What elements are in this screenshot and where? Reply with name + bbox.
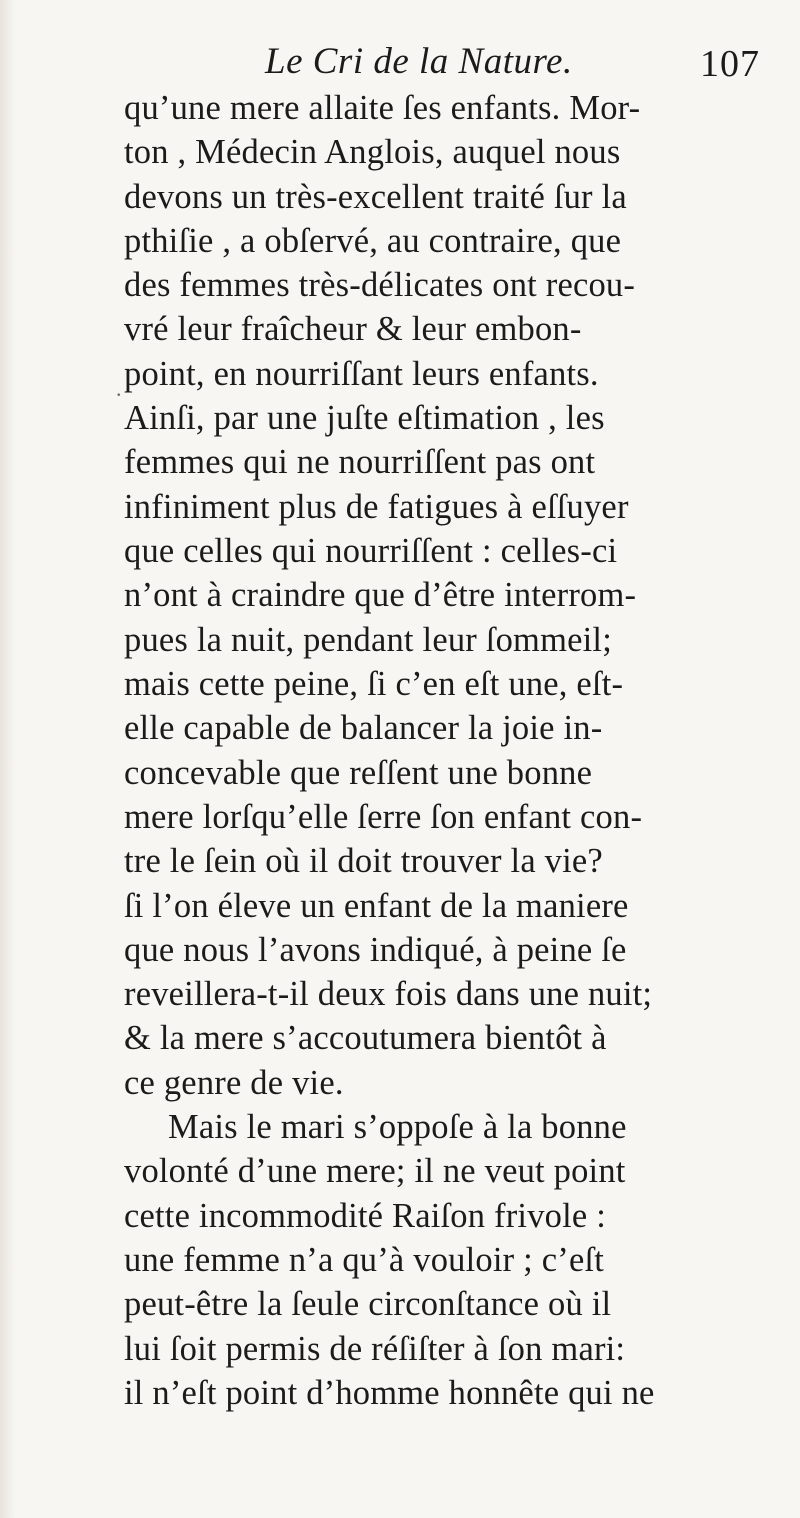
text-line: tre le ſein où il doit trouver la vie?	[124, 842, 603, 880]
text-line: ton , Médecin Anglois, auquel nous	[124, 133, 621, 171]
text-line: reveillera-t-il deux fois dans une nuit;	[124, 975, 653, 1013]
margin-mark: .	[116, 376, 122, 401]
text-line: Ainſi, par une juſte eſtimation , les	[124, 399, 605, 437]
text-line: pues la nuit, pendant leur ſommeil;	[124, 621, 612, 659]
text-line: une femme n’a qu’à vouloir ; c’eſt	[124, 1241, 605, 1279]
text-line: peut-être la ſeule circonſtance où il	[124, 1285, 612, 1323]
text-line: que nous l’avons indiqué, à peine ſe	[124, 931, 627, 969]
text-line: ce genre de vie.	[124, 1064, 344, 1102]
text-line: concevable que reſſent une bonne	[124, 754, 593, 792]
text-line: point, en nourriſſant leurs enfants.	[124, 355, 599, 393]
text-line: il n’eſt point d’homme honnête qui ne	[124, 1374, 655, 1412]
text-line: Mais le mari s’oppoſe à la bonne	[168, 1108, 627, 1146]
page-number: 107	[700, 43, 760, 85]
text-line: elle capable de balancer la joie in-	[124, 709, 603, 747]
text-line: volonté d’une mere; il ne veut point	[124, 1152, 626, 1190]
text-line: que celles qui nourriſſent : celles-ci	[124, 532, 618, 570]
text-line: pthiſie , a obſervé, au contraire, que	[124, 222, 622, 260]
text-line: qu’une mere allaite ſes enfants. Mor-	[124, 89, 641, 127]
text-line: infiniment plus de fatigues à eſſuyer	[124, 488, 629, 526]
text-line: des femmes très-délicates ont recou-	[124, 266, 636, 304]
text-line: ſi l’on éleve un enfant de la maniere	[124, 887, 629, 925]
text-line: mere lorſqu’elle ſerre ſon enfant con-	[124, 798, 643, 836]
text-line: n’ont à craindre que d’être interrom-	[124, 576, 637, 614]
text-line: vré leur fraîcheur & leur embon-	[124, 310, 582, 348]
text-line: lui ſoit permis de réſiſter à ſon mari:	[124, 1330, 626, 1368]
text-line: mais cette peine, ſi c’en eſt une, eſt-	[124, 665, 624, 703]
text-line: & la mere s’accoutumera bientôt à	[124, 1019, 607, 1057]
running-title: Le Cri de la Nature.	[265, 41, 573, 82]
text-line: femmes qui ne nourriſſent pas ont	[124, 443, 596, 481]
text-line: devons un très-excellent traité ſur la	[124, 178, 627, 216]
text-line: cette incommodité Raiſon frivole :	[124, 1197, 607, 1235]
